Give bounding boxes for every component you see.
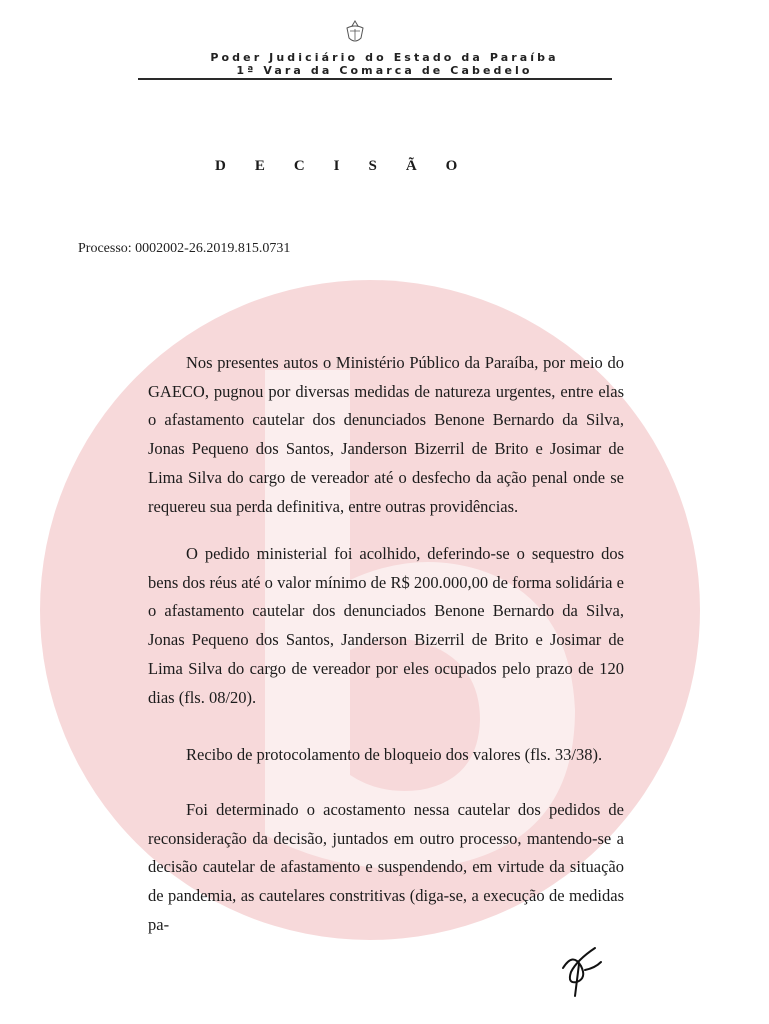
paragraph: Foi determinado o acostamento nessa cautelar dos pedidos de reconsideração da decisão, juntados em outro processo, mantendo-se a decisão cautelar de afastamento e suspendendo, em virtude da situação de pandemia, as cautelares constritivas (diga-se, a execução de medidas pa- — [148, 800, 624, 934]
coat-of-arms-icon — [340, 18, 370, 48]
header-court-division: 1ª Vara da Comarca de Cabedelo — [236, 64, 533, 77]
handwritten-signature-icon — [555, 938, 607, 1000]
header-divider — [138, 78, 612, 80]
paragraph: O pedido ministerial foi acolhido, deferindo-se o sequestro dos bens dos réus até o valor mínimo de R$ 200.000,00 de forma solidária e o afastamento cautelar dos denunciados Benone Bernardo da Silva, Jonas Pequeno dos Santos, Janderson Bizerril de Brito e Josimar de Lima Silva do cargo de vereador por eles ocupados pelo prazo de 120 dias (fls. 08/20). — [148, 544, 624, 707]
header-court-name: Poder Judiciário do Estado da Paraíba — [210, 51, 559, 64]
paragraph: Nos presentes autos o Ministério Público da Paraíba, por meio do GAECO, pugnou por diversas medidas de natureza urgentes, entre elas o afastamento cautelar dos denunciados Benone Bernardo da Silva, Jonas Pequeno dos Santos, Janderson Bizerril de Brito e Josimar de Lima Silva do cargo de vereador até o desfecho da ação penal onde se requereu sua perda definitiva, entre outras providências. — [148, 353, 624, 516]
paragraph: Recibo de protocolamento de bloqueio dos valores (fls. 33/38). — [186, 745, 603, 764]
document-title: DECISÃO — [215, 158, 487, 174]
process-number: Processo: 0002002-26.2019.815.0731 — [78, 241, 291, 256]
